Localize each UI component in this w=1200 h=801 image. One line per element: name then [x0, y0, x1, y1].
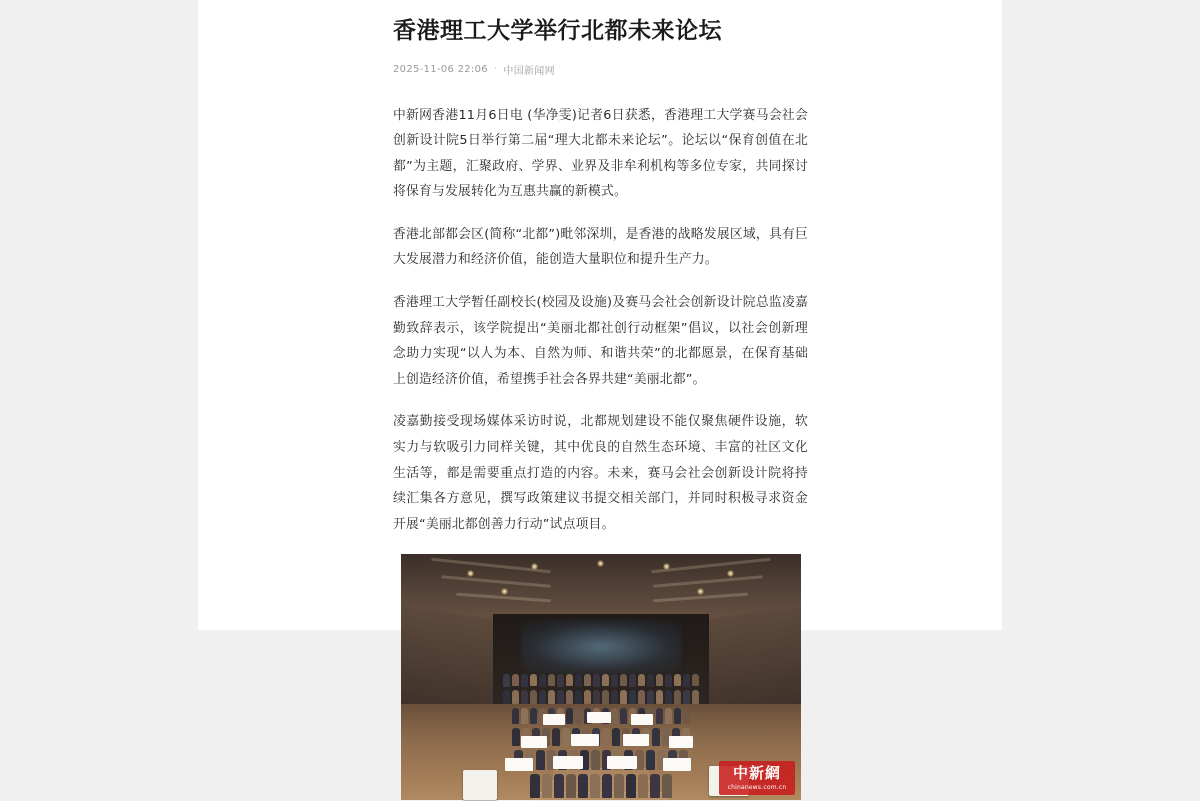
article-sheet [198, 0, 1002, 791]
watermark-logo: 中新網 [732, 763, 781, 782]
placard [543, 714, 565, 725]
article-body [393, 103, 808, 538]
placard [587, 712, 611, 723]
meta-separator: · [493, 63, 498, 75]
placard [571, 734, 599, 746]
placard [607, 756, 637, 769]
page-title: 香港理工大学举行北都未来论坛 [393, 18, 722, 44]
placard [623, 734, 649, 746]
left-gutter [0, 0, 198, 630]
article-paragraph: 中新网香港11月6日电 (华净雯)记者6日获悉，香港理工大学赛马会社会创新设计院5日举行第二届“理大北都未来论坛”。论坛以“保育创值在北都”为主题，汇聚政府、学界、业界及非牟利机构等多位专家，共同探讨将保育与发展转化为互惠共赢的新模式。 [393, 107, 808, 200]
article-paragraph: 香港北部都会区(简称“北都”)毗邻深圳，是香港的战略发展区域，具有巨大发展潜力和经济价值，能创造大量职位和提升生产力。 [393, 226, 808, 268]
placard [521, 736, 547, 748]
watermark [719, 761, 795, 795]
watermark-url: chinanews.com.cn [727, 783, 787, 791]
stage-screen-glow [521, 620, 681, 674]
crowd-row [401, 728, 801, 746]
article-photo [401, 554, 801, 800]
banner-box-left [463, 770, 497, 800]
placard [663, 758, 691, 771]
article-paragraph: 香港理工大学暂任副校长(校园及设施)及赛马会社会创新设计院总监凌嘉勤致辞表示，该学院提出“美丽北都社创行动框架”倡议，以社会创新理念助力实现“以人为本、自然为师、和谐共荣”的北都愿景，在保育基础上创造经济价值，希望携手社会各界共建“美丽北都”。 [393, 295, 808, 387]
publish-timestamp: 2025-11-06 22:06 [393, 63, 488, 75]
placard [669, 736, 693, 748]
article-inner [198, 0, 1002, 800]
article-paragraph: 凌嘉勤接受现场媒体采访时说，北都规划建设不能仅聚焦硬件设施，软实力与软吸引力同样关键，其中优良的自然生态环境、丰富的社区文化生活等，都是需要重点打造的内容。未来，赛马会社会创新设计院将持续汇集各方意见，撰写政策建议书提交相关部门，并同时积极寻求资金开展“美丽北都创善力行动”试点项目。 [393, 414, 808, 532]
placard [553, 756, 583, 769]
crowd-row [401, 690, 801, 704]
crowd-row [401, 674, 801, 687]
article-source: 中国新闻网 [503, 65, 555, 77]
right-gutter [1002, 0, 1200, 630]
article-meta [393, 62, 1002, 77]
placard [631, 714, 653, 725]
placard [505, 758, 533, 771]
